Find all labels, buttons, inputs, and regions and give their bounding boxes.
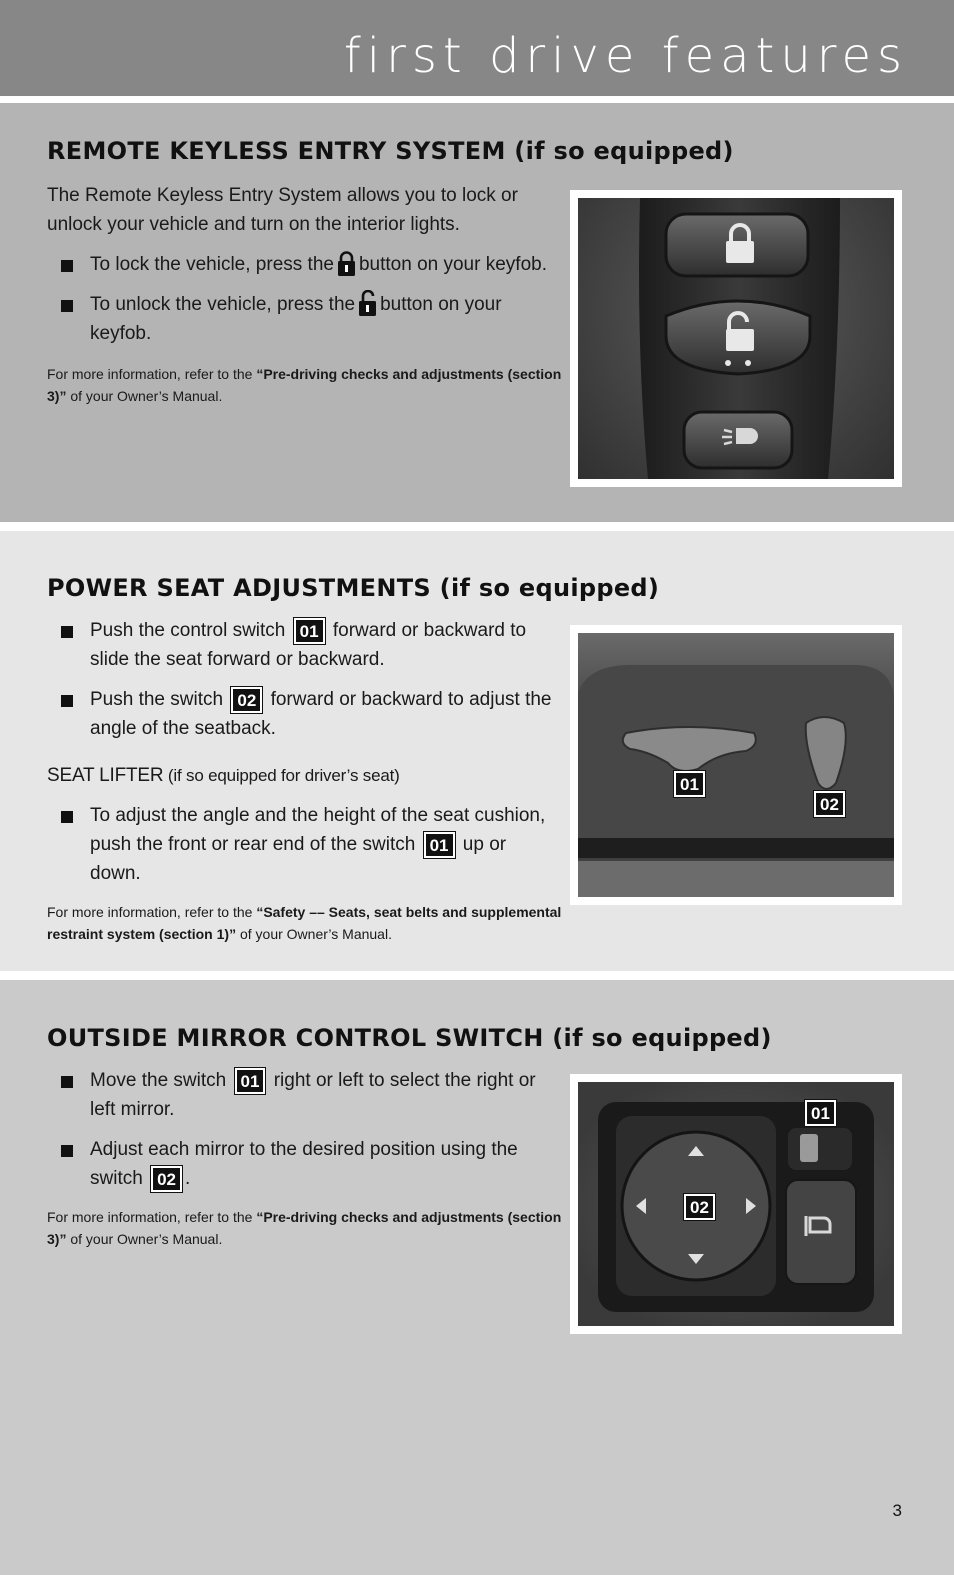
switch-02-callout: 02 <box>684 1194 715 1220</box>
keyless-reference-note: For more information, refer to the “Pre-driving checks and adjustments (section 3)” of your Owner’s Manual. <box>47 366 562 404</box>
seat-switch-photo-frame <box>570 625 902 905</box>
title-suffix: (if so equipped) <box>543 1024 772 1052</box>
bullet-square-icon <box>61 260 73 272</box>
lock-icon <box>337 250 356 276</box>
power-seat-section <box>0 531 954 971</box>
mirror-switch-photo <box>578 1082 894 1326</box>
bullet-square-icon <box>61 1145 73 1157</box>
mirror-switch-illustration <box>578 1082 894 1326</box>
switch-label-tag: 02 <box>151 1166 182 1192</box>
bullet-square-icon <box>61 695 73 707</box>
unlock-icon <box>358 290 377 316</box>
seat-switch-illustration <box>578 633 894 897</box>
bullet-square-icon <box>61 811 73 823</box>
keyless-section-title: REMOTE KEYLESS ENTRY SYSTEM (if so equipped) <box>47 137 734 165</box>
bullet-square-icon <box>61 626 73 638</box>
keyfob-photo-frame <box>570 190 902 487</box>
seat-text <box>47 616 562 945</box>
title-suffix: (if so equipped) <box>505 137 734 165</box>
page-header <box>0 0 954 96</box>
mirror-text <box>47 1066 562 1250</box>
mirror-section-title: OUTSIDE MIRROR CONTROL SWITCH (if so equipped) <box>47 1024 772 1052</box>
list-item: Move the switch 01 right or left to select the right or left mirror. <box>47 1066 562 1124</box>
switch-label-tag: 02 <box>231 687 262 713</box>
seat-reference-note: For more information, refer to the “Safety –– Seats, seat belts and supplemental restraint system (section 1)” of your Owner’s Manual. <box>47 904 562 942</box>
list-item: Push the switch 02 forward or backward to adjust the angle of the seatback. <box>47 685 562 743</box>
switch-label-tag: 01 <box>294 618 325 644</box>
mirror-control-section <box>0 980 954 1575</box>
mirror-switch-photo-frame <box>570 1074 902 1334</box>
title-suffix: (if so equipped) <box>431 574 660 602</box>
bullet-square-icon <box>61 300 73 312</box>
switch-label-tag: 01 <box>424 832 455 858</box>
list-item: Push the control switch 01 forward or backward to slide the seat forward or backward. <box>47 616 562 674</box>
seat-lifter-heading: SEAT LIFTER (if so equipped for driver’s seat) <box>47 765 400 786</box>
seat-section-title: POWER SEAT ADJUSTMENTS (if so equipped) <box>47 574 660 602</box>
list-item: Adjust each mirror to the desired position using the switch 02 . <box>47 1135 562 1193</box>
keyless-entry-section <box>0 103 954 522</box>
page-title: first drive features <box>343 28 908 84</box>
switch-label-tag: 01 <box>235 1068 266 1094</box>
keyfob-illustration <box>578 198 894 479</box>
keyfob-photo <box>578 198 894 479</box>
switch-02-callout: 02 <box>814 791 845 817</box>
list-item: To unlock the vehicle, press the button on your keyfob. <box>47 290 562 348</box>
bullet-square-icon <box>61 1076 73 1088</box>
switch-01-callout: 01 <box>674 771 705 797</box>
page-number: 3 <box>892 1501 902 1520</box>
mirror-reference-note: For more information, refer to the “Pre-driving checks and adjustments (section 3)” of your Owner’s Manual. <box>47 1209 562 1247</box>
keyless-text <box>47 181 562 407</box>
keyless-intro: The Remote Keyless Entry System allows you to lock or unlock your vehicle and turn on the interior lights. <box>47 185 518 235</box>
switch-01-callout: 01 <box>805 1100 836 1126</box>
seat-switch-photo <box>578 633 894 897</box>
list-item: To adjust the angle and the height of the seat cushion, push the front or rear end of the switch 01 up or down. <box>47 801 562 888</box>
list-item: To lock the vehicle, press the button on your keyfob. <box>47 250 562 279</box>
